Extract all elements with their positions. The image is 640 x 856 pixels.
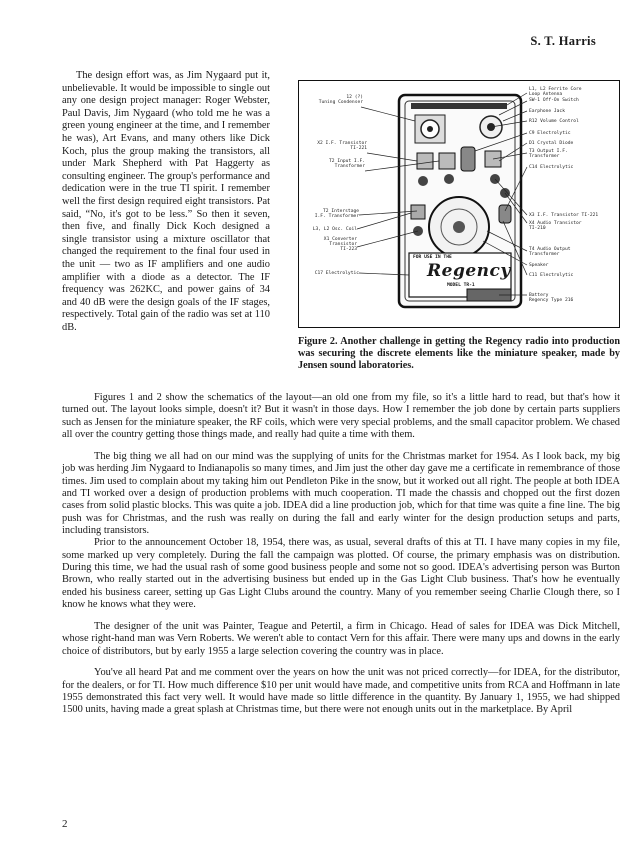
- callout-x1-converter: X1 Converter Transistor TI-223: [323, 237, 357, 252]
- callout-x2-transistor: X2 I.F. Transistor TI-221: [317, 141, 367, 151]
- callout-interstage-transformer: T2 Interstage I.F. Transformer: [314, 209, 359, 219]
- callout-c17-electrolytic: C17 Electrolytic: [314, 271, 359, 276]
- callout-earphone-jack: Earphone Jack: [529, 109, 565, 114]
- plate-model-label: MODEL TR-1: [447, 283, 475, 288]
- callout-speaker: Speaker: [529, 263, 549, 268]
- left-column-paragraph: The design effort was, as Jim Nygaard put it, unbelievable. It would be impossible to single out any one design project manager: Roger Webster, Paul Davis, Jim Nygaard (who told me he was a green young engineer at the time, and I remember he was), Art Evans, and many others like Dick Koch, plus the group making the transistors, all under Mark Shepherd with Pat Haggerty as consulting engineer. The group's performance and dedication were in the true TI spirit. I remember well the first design required eight transistors. Pat said, “No, it's got to be less.” So then it seven, then five, and finally Dick Koch designed a single transistor using a mixture oscillator that changed the requirement to the final four used in the unit — two as IF amplifiers and one audio amplifier with a diode as a detector. The IF frequency was 262KC, and power gains of 34 and 40 dB were the design goals of the IF stages, respectively. Total gain of the radio was set at 110 dB.: [62, 70, 270, 333]
- callout-x4-audio-transistor: X4 Audio Transistor TI-210: [529, 221, 582, 231]
- callout-t2-input-transformer: T2 Input I.F. Transformer: [329, 159, 365, 169]
- body-paragraph: Figures 1 and 2 show the schematics of the layout—an old one from my file, so it's a little hard to read, but that's how it turned out. The layout looks simple, doesn't it? But it wasn't in those days. How I remember the job done by certain parts suppliers such as Jensen for the miniature speaker, the RF coils, which were very special problems, and the small capacitor problem. We chased all over the country getting those things made, and really had quite a time with them.: [62, 392, 620, 441]
- body-paragraph: You've all heard Pat and me comment over the years on how the unit was not priced correctly—for IDEA, for the distributor, for the dealers, or for TI. How much difference $10 per unit would have made, and competitive units from RCA and Hoffmann in late 1955 demonstrated this fact very well. It would have made so little difference in the quantity. By January 1, 1955, we had shipped 1500 units, having made a great splash at Christmas time, but there were not enough units out in the marketplace. By April: [62, 667, 620, 716]
- callout-loop-antenna: L1, L2 Ferrite Core Loop Antenna: [529, 87, 582, 97]
- callout-x3-transistor: X3 I.F. Transistor TI-221: [529, 213, 599, 218]
- callout-c14-electrolytic: C14 Electrolytic: [529, 165, 574, 170]
- plate-sub-label: FOR USE IN THE: [413, 255, 452, 260]
- callout-battery: Battery Regency Type 216: [529, 293, 574, 303]
- callout-c9-electrolytic: C9 Electrolytic: [529, 131, 571, 136]
- callout-t4-audio-output: T4 Audio Output Transformer: [529, 247, 571, 257]
- callout-crystal-diode: D1 Crystal Diode: [529, 141, 574, 146]
- figure-caption: Figure 2. Another challenge in getting the Regency radio into production was securing the discrete elements like the miniature speaker, made by Jensen sound laboratories.: [298, 336, 620, 371]
- page-number: 2: [62, 818, 68, 830]
- figure-2-radio-layout: [298, 80, 620, 328]
- plate-brand-logo: Regency: [427, 261, 511, 281]
- callout-t3-output-transformer: T3 Output I.F. Transformer: [529, 149, 568, 159]
- callout-c11-electrolytic: C11 Electrolytic: [529, 273, 574, 278]
- body-paragraph: Prior to the announcement October 18, 1954, there was, as usual, several drafts of this at TI. I have many copies in my file, some marked up very completely. During the fall the campaign was plotted. Of course, the primary emphasis was on distribution. During this time, we had the usual rash of some good business people and some not so good. IDEA's advertising person was Burton Brown, who really started out in the advertising business but ended up in the Gas Light Club business. That's how he eventually ended his business career, setting up Gas Light Clubs around the country. Many of you remember seeing Charlie Clough there, so I know he knows what they were.: [62, 537, 620, 610]
- callout-tuning-condenser: 12 (?) Tuning Condenser: [318, 95, 363, 105]
- callout-volume-control: R12 Volume Control: [529, 119, 579, 124]
- body-text: [62, 392, 620, 726]
- body-paragraph: The big thing we all had on our mind was the supplying of units for the Christmas market for 1954. As I look back, my big job was herding Jim Nygaard to Indianapolis so many times, and Jim just the other day gave me a certificate in remembrance of those times. Jim used to complain about my taking him out Pendleton Pike in the snow, but it worked out all right. The people at both IDEA and TI worked over a design of production problems with much cooperation. TI made the chassis and chopped out the first dozen cases from solid plastic blocks. This was quite a job. IDEA did a line production job, which for that time was quite a fine line. The big push was for Christmas, and the rush was really on during the fall and early winter for the design production setups and parts, including transistors.: [62, 450, 620, 536]
- radio-layout-drawing: [299, 81, 619, 327]
- callout-switch: SW-1 Off-On Switch: [529, 98, 579, 103]
- body-paragraph: The designer of the unit was Painter, Teague and Petertil, a firm in Chicago. Head of sales for IDEA was Dick Mitchell, whose right-hand man was Vern Roberts. We weren't able to contact Vern for this affair. There were many ups and downs in the early choice of distributors, but by early 1955 a large selection covering the country was in place.: [62, 620, 620, 657]
- left-column: [62, 70, 270, 334]
- running-head-author: S. T. Harris: [530, 34, 596, 48]
- callout-osc-coil: L3, L2 Osc. Coil: [312, 227, 357, 232]
